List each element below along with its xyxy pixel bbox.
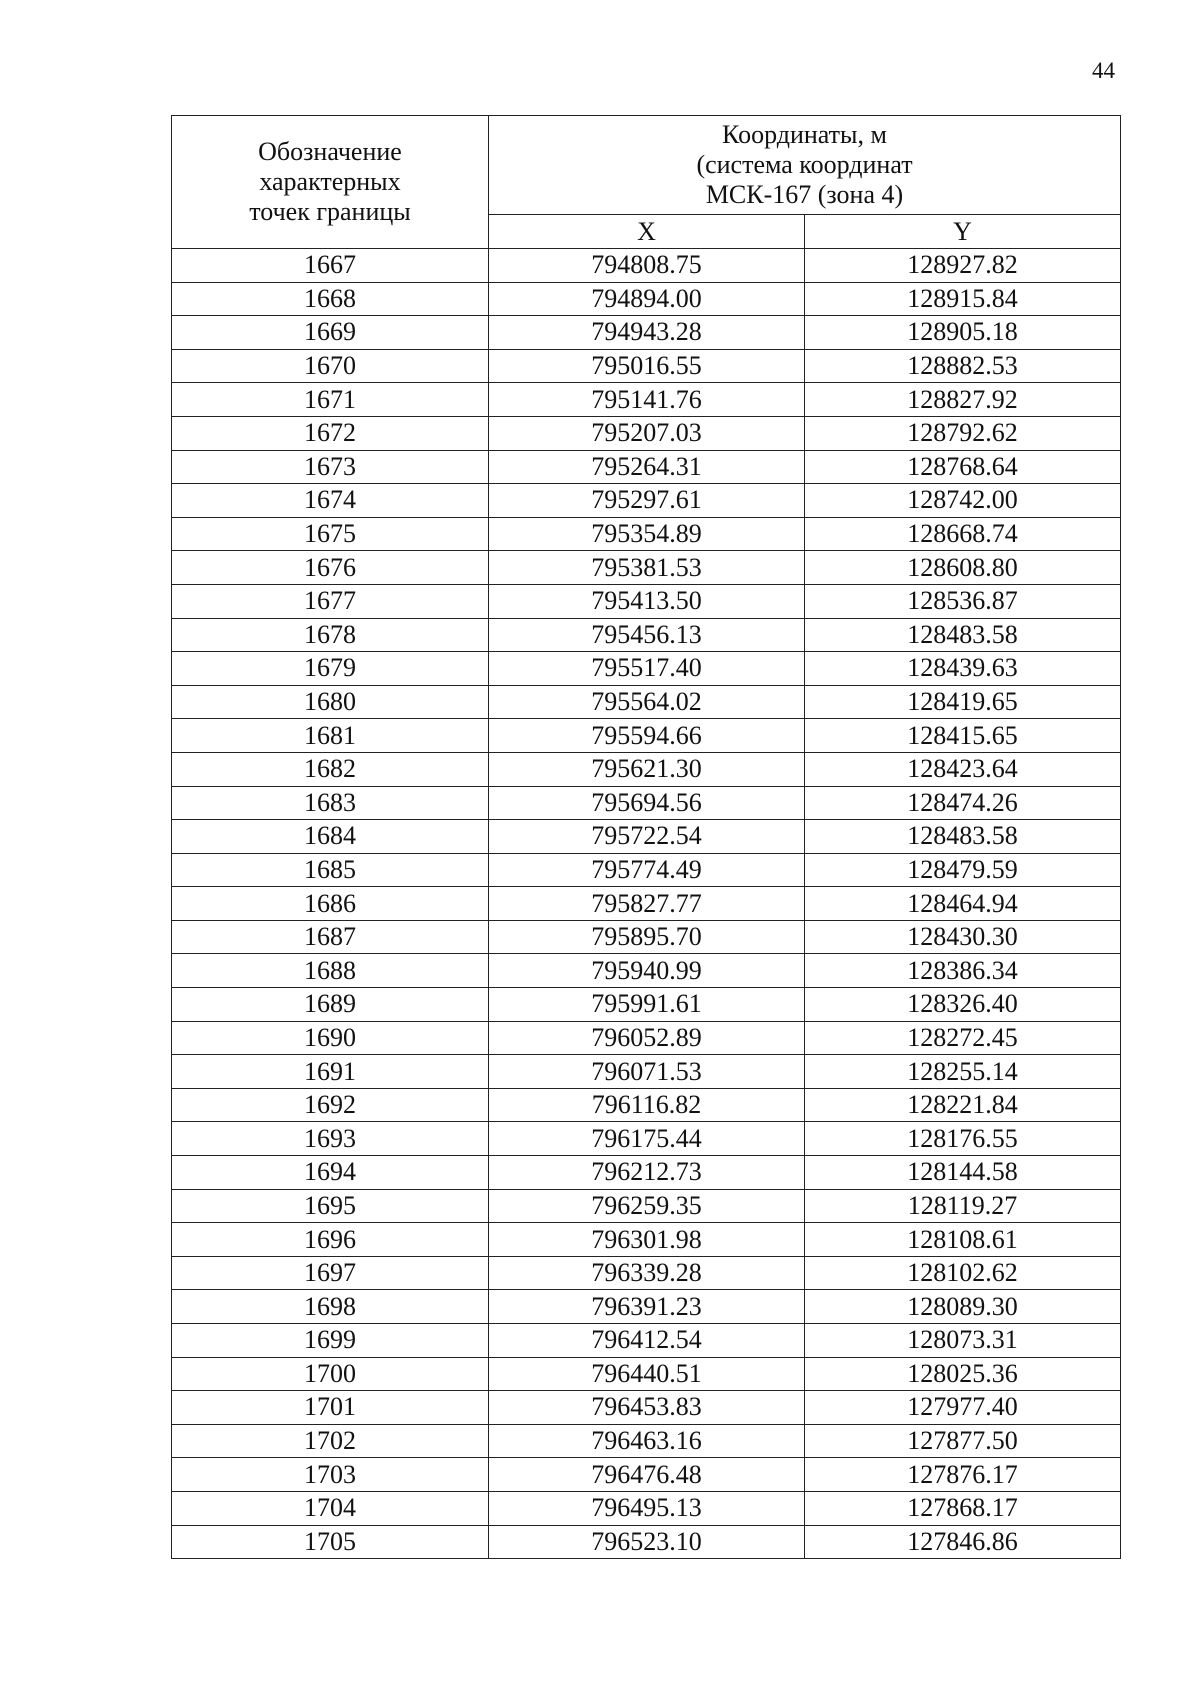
x-cell: 796495.13 xyxy=(489,1491,805,1525)
x-cell: 796412.54 xyxy=(489,1324,805,1358)
table-row xyxy=(172,383,1121,417)
point-cell: 1701 xyxy=(172,1391,489,1425)
y-cell: 128439.63 xyxy=(805,652,1121,686)
point-cell: 1690 xyxy=(172,1021,489,1055)
table-row xyxy=(172,920,1121,954)
y-cell: 128419.65 xyxy=(805,685,1121,719)
y-cell: 127868.17 xyxy=(805,1491,1121,1525)
point-cell: 1685 xyxy=(172,853,489,887)
point-cell: 1692 xyxy=(172,1088,489,1122)
point-cell: 1691 xyxy=(172,1055,489,1089)
y-cell: 128255.14 xyxy=(805,1055,1121,1089)
x-cell: 795016.55 xyxy=(489,349,805,383)
coordinates-header-line: Координаты, м xyxy=(722,120,887,149)
y-cell: 127977.40 xyxy=(805,1391,1121,1425)
table-row xyxy=(172,1189,1121,1223)
table-row xyxy=(172,652,1121,686)
table-row xyxy=(172,1525,1121,1559)
y-cell: 128025.36 xyxy=(805,1357,1121,1391)
x-cell: 796259.35 xyxy=(489,1189,805,1223)
point-cell: 1679 xyxy=(172,652,489,686)
y-cell: 128221.84 xyxy=(805,1088,1121,1122)
table-row xyxy=(172,1324,1121,1358)
table-row xyxy=(172,316,1121,350)
table-row xyxy=(172,1391,1121,1425)
table-row xyxy=(172,349,1121,383)
y-cell: 127876.17 xyxy=(805,1458,1121,1492)
point-cell: 1704 xyxy=(172,1491,489,1525)
y-cell: 128464.94 xyxy=(805,887,1121,921)
point-cell: 1681 xyxy=(172,719,489,753)
x-cell: 796453.83 xyxy=(489,1391,805,1425)
x-cell: 796052.89 xyxy=(489,1021,805,1055)
point-cell: 1705 xyxy=(172,1525,489,1559)
table-row xyxy=(172,282,1121,316)
table-row xyxy=(172,416,1121,450)
table-row xyxy=(172,618,1121,652)
table-row xyxy=(172,988,1121,1022)
x-cell: 796440.51 xyxy=(489,1357,805,1391)
point-cell: 1668 xyxy=(172,282,489,316)
table-row xyxy=(172,820,1121,854)
coordinates-header xyxy=(489,116,1121,215)
x-cell: 794894.00 xyxy=(489,282,805,316)
point-cell: 1693 xyxy=(172,1122,489,1156)
x-cell: 795354.89 xyxy=(489,517,805,551)
table-row xyxy=(172,685,1121,719)
y-cell: 128272.45 xyxy=(805,1021,1121,1055)
x-cell: 795895.70 xyxy=(489,920,805,954)
table-row xyxy=(172,1290,1121,1324)
y-cell: 128483.58 xyxy=(805,820,1121,854)
x-cell: 795694.56 xyxy=(489,786,805,820)
x-cell: 795381.53 xyxy=(489,551,805,585)
point-cell: 1674 xyxy=(172,484,489,518)
y-cell: 128536.87 xyxy=(805,584,1121,618)
table-row xyxy=(172,1458,1121,1492)
x-cell: 795940.99 xyxy=(489,954,805,988)
y-cell: 128668.74 xyxy=(805,517,1121,551)
point-cell: 1670 xyxy=(172,349,489,383)
y-cell: 128479.59 xyxy=(805,853,1121,887)
y-cell: 128326.40 xyxy=(805,988,1121,1022)
table-header xyxy=(172,116,1121,249)
x-cell: 796071.53 xyxy=(489,1055,805,1089)
table-row xyxy=(172,887,1121,921)
table-row xyxy=(172,1122,1121,1156)
x-cell: 794943.28 xyxy=(489,316,805,350)
point-label-header xyxy=(172,116,489,249)
table-row xyxy=(172,719,1121,753)
x-cell: 795722.54 xyxy=(489,820,805,854)
point-cell: 1697 xyxy=(172,1256,489,1290)
y-cell: 128423.64 xyxy=(805,752,1121,786)
table-body xyxy=(172,249,1121,1559)
x-cell: 795297.61 xyxy=(489,484,805,518)
y-cell: 128144.58 xyxy=(805,1156,1121,1190)
point-cell: 1702 xyxy=(172,1424,489,1458)
table-row xyxy=(172,1256,1121,1290)
point-cell: 1673 xyxy=(172,450,489,484)
point-cell: 1677 xyxy=(172,584,489,618)
y-cell: 128927.82 xyxy=(805,249,1121,283)
table-row xyxy=(172,1021,1121,1055)
table-row xyxy=(172,484,1121,518)
table-row xyxy=(172,1223,1121,1257)
table-row xyxy=(172,1088,1121,1122)
y-cell: 127846.86 xyxy=(805,1525,1121,1559)
x-cell: 796463.16 xyxy=(489,1424,805,1458)
x-cell: 795413.50 xyxy=(489,584,805,618)
y-column-header: Y xyxy=(805,215,1121,249)
table-row xyxy=(172,1491,1121,1525)
y-cell: 128089.30 xyxy=(805,1290,1121,1324)
point-cell: 1683 xyxy=(172,786,489,820)
point-cell: 1672 xyxy=(172,416,489,450)
coordinates-header-line: МСК-167 (зона 4) xyxy=(705,180,904,209)
point-cell: 1682 xyxy=(172,752,489,786)
y-cell: 128108.61 xyxy=(805,1223,1121,1257)
point-cell: 1671 xyxy=(172,383,489,417)
x-cell: 795621.30 xyxy=(489,752,805,786)
y-cell: 127877.50 xyxy=(805,1424,1121,1458)
table-row xyxy=(172,954,1121,988)
y-cell: 128905.18 xyxy=(805,316,1121,350)
x-cell: 796523.10 xyxy=(489,1525,805,1559)
x-cell: 796116.82 xyxy=(489,1088,805,1122)
y-cell: 128915.84 xyxy=(805,282,1121,316)
x-cell: 795141.76 xyxy=(489,383,805,417)
point-cell: 1675 xyxy=(172,517,489,551)
x-cell: 794808.75 xyxy=(489,249,805,283)
x-cell: 796391.23 xyxy=(489,1290,805,1324)
y-cell: 128430.30 xyxy=(805,920,1121,954)
table-row xyxy=(172,450,1121,484)
y-cell: 128768.64 xyxy=(805,450,1121,484)
point-cell: 1678 xyxy=(172,618,489,652)
x-cell: 796212.73 xyxy=(489,1156,805,1190)
table-row xyxy=(172,1424,1121,1458)
table-row xyxy=(172,1055,1121,1089)
y-cell: 128474.26 xyxy=(805,786,1121,820)
point-cell: 1667 xyxy=(172,249,489,283)
x-cell: 795456.13 xyxy=(489,618,805,652)
x-cell: 796301.98 xyxy=(489,1223,805,1257)
point-cell: 1696 xyxy=(172,1223,489,1257)
point-label-header-line: Обозначение xyxy=(258,137,402,166)
y-cell: 128792.62 xyxy=(805,416,1121,450)
point-cell: 1687 xyxy=(172,920,489,954)
point-cell: 1676 xyxy=(172,551,489,585)
point-cell: 1669 xyxy=(172,316,489,350)
y-cell: 128102.62 xyxy=(805,1256,1121,1290)
point-cell: 1698 xyxy=(172,1290,489,1324)
y-cell: 128415.65 xyxy=(805,719,1121,753)
point-cell: 1680 xyxy=(172,685,489,719)
x-cell: 795991.61 xyxy=(489,988,805,1022)
y-cell: 128827.92 xyxy=(805,383,1121,417)
table-row xyxy=(172,584,1121,618)
x-cell: 795517.40 xyxy=(489,652,805,686)
x-cell: 796476.48 xyxy=(489,1458,805,1492)
table-row xyxy=(172,752,1121,786)
point-cell: 1689 xyxy=(172,988,489,1022)
table-row xyxy=(172,249,1121,283)
table-row xyxy=(172,551,1121,585)
point-cell: 1686 xyxy=(172,887,489,921)
x-cell: 795827.77 xyxy=(489,887,805,921)
x-cell: 796175.44 xyxy=(489,1122,805,1156)
y-cell: 128386.34 xyxy=(805,954,1121,988)
point-label-header-line: характерных xyxy=(259,167,401,196)
point-cell: 1684 xyxy=(172,820,489,854)
y-cell: 128882.53 xyxy=(805,349,1121,383)
x-cell: 795264.31 xyxy=(489,450,805,484)
point-cell: 1694 xyxy=(172,1156,489,1190)
coordinates-header-line: (система координат xyxy=(696,150,913,179)
table-row xyxy=(172,786,1121,820)
x-cell: 795594.66 xyxy=(489,719,805,753)
point-cell: 1699 xyxy=(172,1324,489,1358)
x-cell: 796339.28 xyxy=(489,1256,805,1290)
x-column-header: X xyxy=(489,215,805,249)
table-row xyxy=(172,1156,1121,1190)
y-cell: 128483.58 xyxy=(805,618,1121,652)
y-cell: 128073.31 xyxy=(805,1324,1121,1358)
x-cell: 795207.03 xyxy=(489,416,805,450)
boundary-points-table xyxy=(171,115,1121,1559)
point-cell: 1695 xyxy=(172,1189,489,1223)
y-cell: 128742.00 xyxy=(805,484,1121,518)
table-row xyxy=(172,517,1121,551)
point-label-header-line: точек границы xyxy=(249,197,411,226)
y-cell: 128608.80 xyxy=(805,551,1121,585)
point-cell: 1700 xyxy=(172,1357,489,1391)
point-cell: 1688 xyxy=(172,954,489,988)
x-cell: 795774.49 xyxy=(489,853,805,887)
x-cell: 795564.02 xyxy=(489,685,805,719)
page-number: 44 xyxy=(1092,58,1115,83)
y-cell: 128119.27 xyxy=(805,1189,1121,1223)
point-cell: 1703 xyxy=(172,1458,489,1492)
y-cell: 128176.55 xyxy=(805,1122,1121,1156)
table-row xyxy=(172,1357,1121,1391)
table-row xyxy=(172,853,1121,887)
